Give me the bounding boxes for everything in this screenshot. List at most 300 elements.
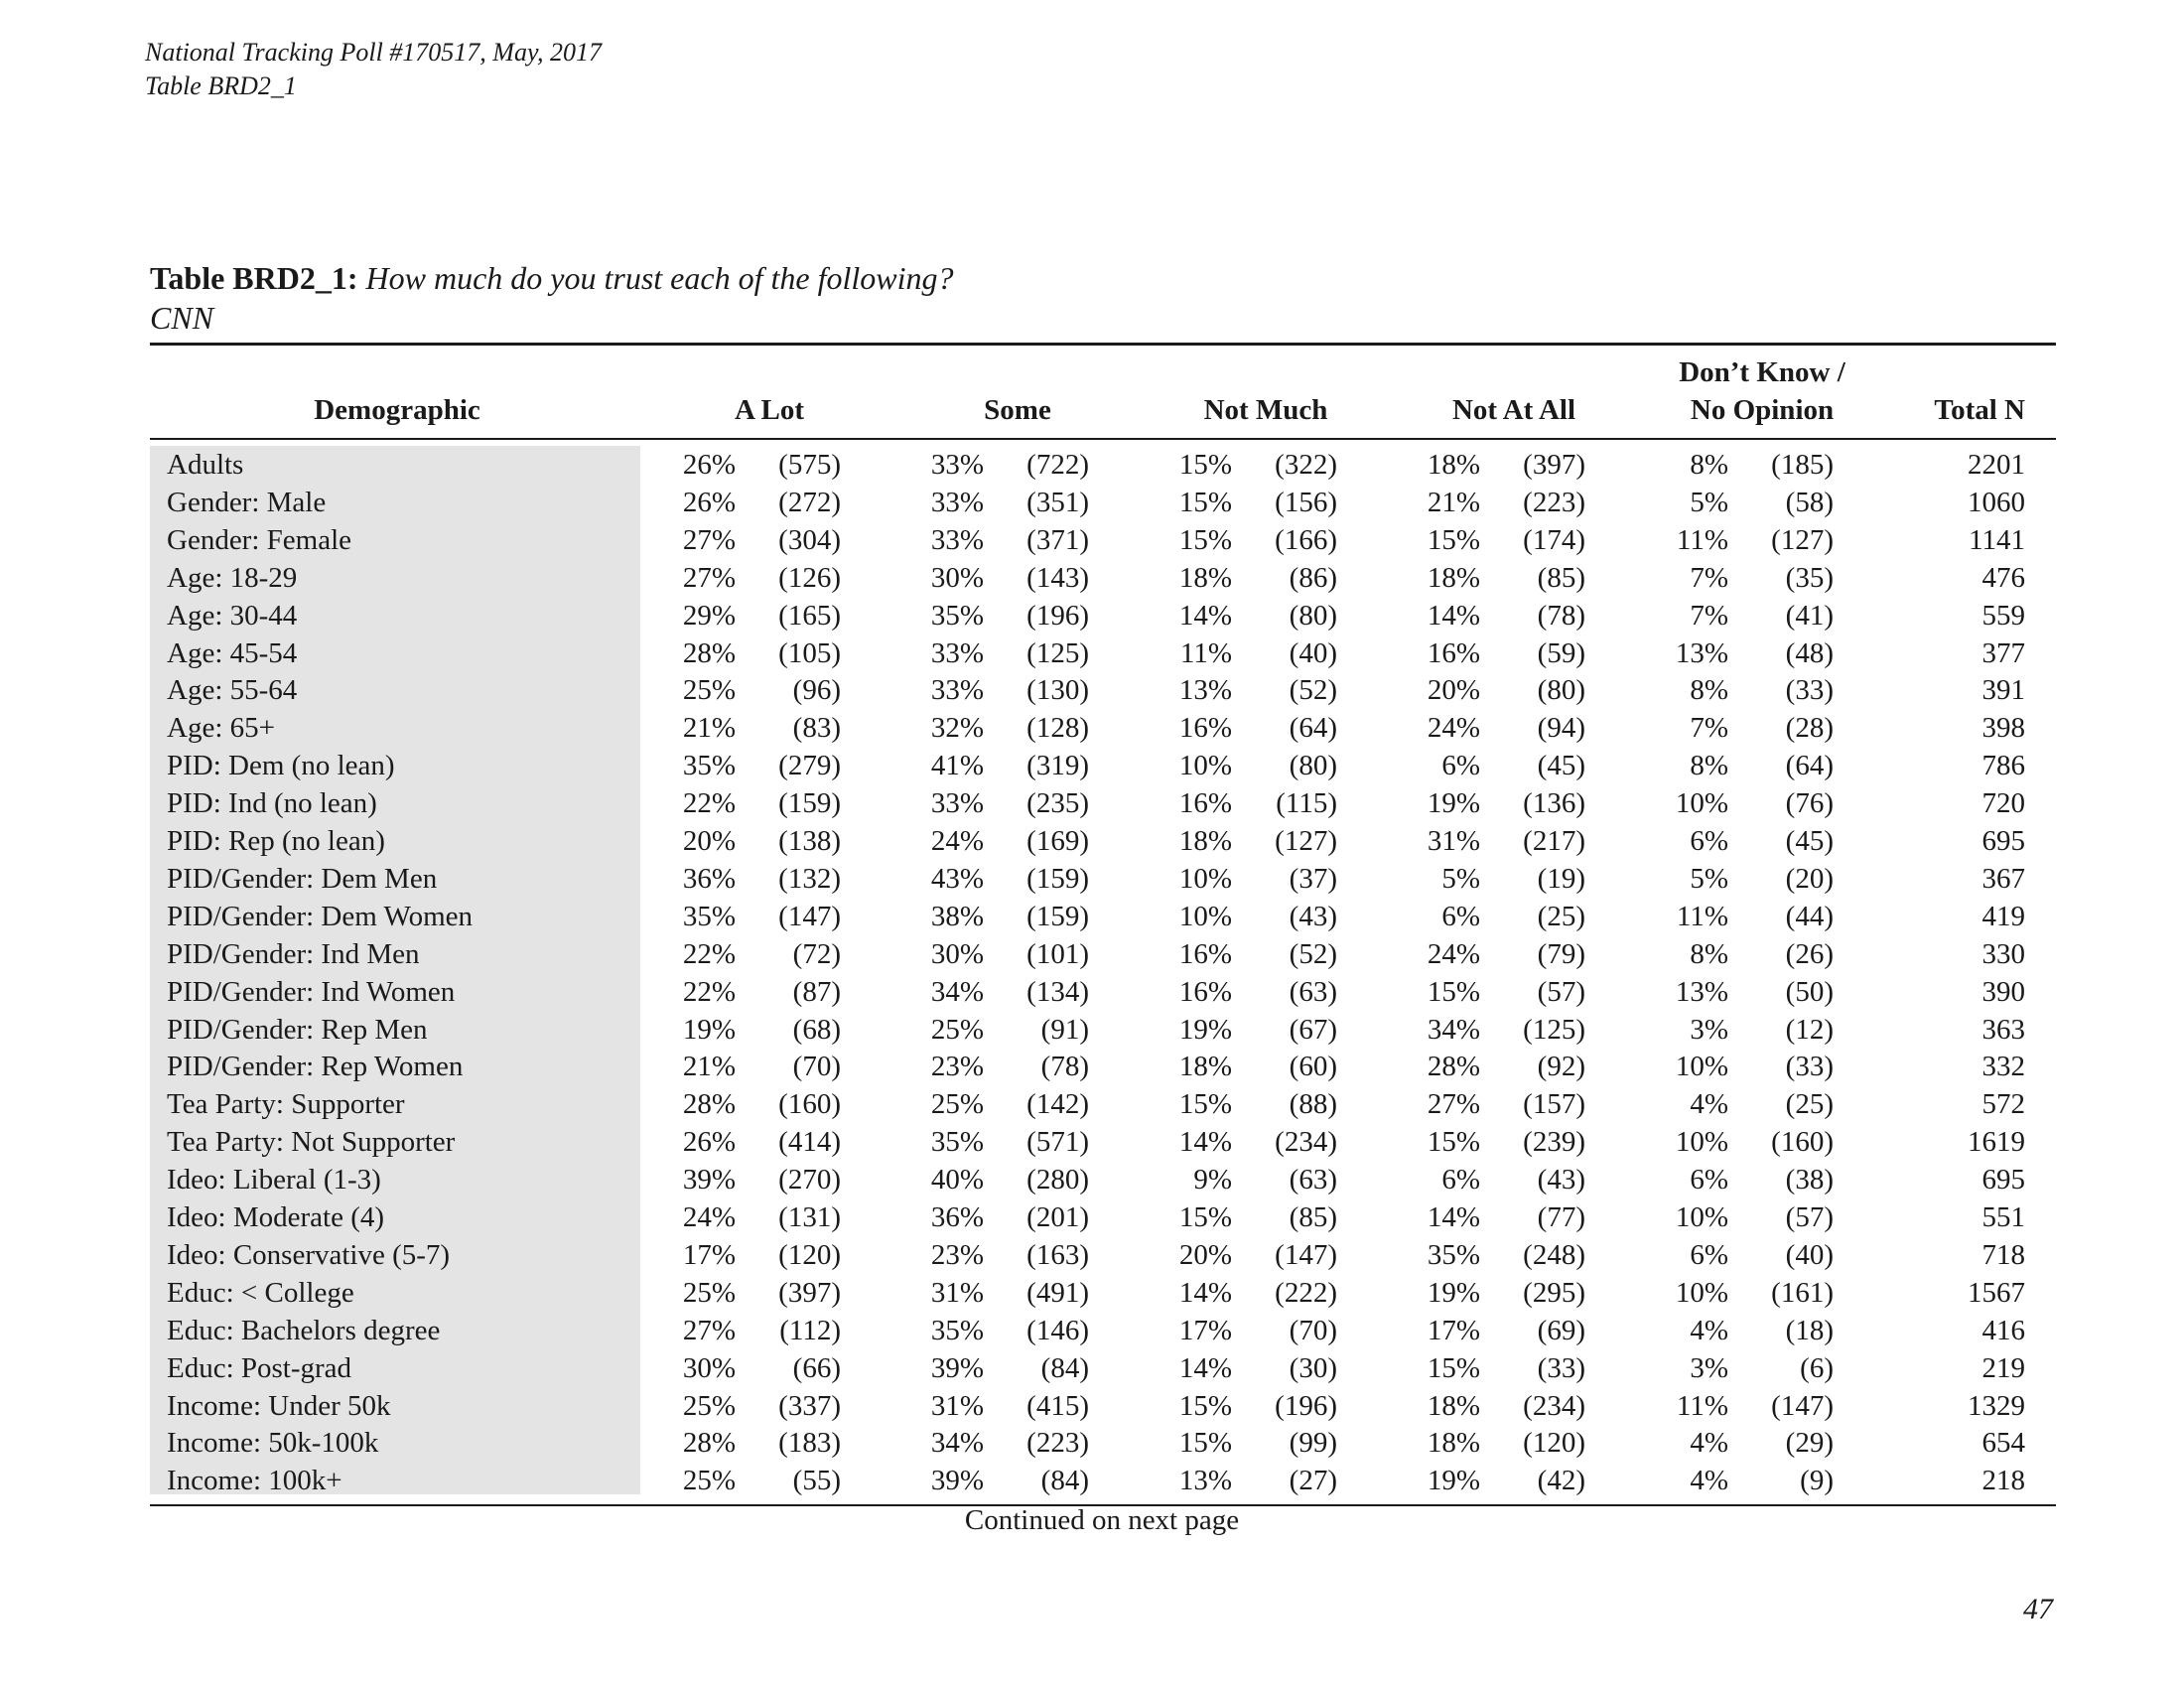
row-label: PID/Gender: Ind Women	[167, 975, 456, 1008]
cell-not-much-pct: 9%	[1193, 1164, 1232, 1196]
cell-not-much-n: (234)	[1275, 1126, 1337, 1159]
cell-dont-know-pct: 4%	[1690, 1314, 1728, 1346]
cell-a-lot-pct: 21%	[682, 712, 736, 745]
cell-not-much-pct: 20%	[1178, 1238, 1232, 1271]
cell-dont-know-n: (28)	[1785, 712, 1834, 745]
cell-not-at-all-pct: 19%	[1427, 787, 1480, 820]
row-label: Ideo: Conservative (5-7)	[167, 1238, 451, 1271]
cell-some-pct: 31%	[930, 1276, 984, 1309]
cell-a-lot-n: (279)	[778, 750, 841, 782]
cell-some-pct: 30%	[930, 937, 984, 970]
cell-not-much-n: (166)	[1275, 523, 1337, 556]
cell-some-pct: 31%	[930, 1389, 984, 1422]
table-row	[150, 1011, 2056, 1049]
cell-dont-know-n: (44)	[1785, 900, 1834, 932]
cell-not-much-n: (67)	[1289, 1013, 1337, 1046]
cell-not-much-pct: 17%	[1178, 1314, 1232, 1346]
cell-not-at-all-n: (80)	[1537, 674, 1585, 707]
cell-total-n: 218	[1981, 1465, 2025, 1497]
cell-not-at-all-n: (19)	[1537, 862, 1585, 895]
cell-not-much-n: (222)	[1275, 1276, 1337, 1309]
cell-total-n: 219	[1981, 1351, 2025, 1384]
cell-dont-know-pct: 11%	[1676, 523, 1728, 556]
cell-not-at-all-pct: 18%	[1427, 561, 1480, 594]
cell-dont-know-pct: 6%	[1690, 1164, 1728, 1196]
cell-dont-know-pct: 7%	[1690, 561, 1728, 594]
table-row	[150, 822, 2056, 860]
cell-a-lot-pct: 30%	[682, 1351, 736, 1384]
cell-not-much-pct: 14%	[1178, 1126, 1232, 1159]
cell-dont-know-pct: 11%	[1676, 900, 1728, 932]
cell-total-n: 654	[1981, 1427, 2025, 1460]
cell-not-much-pct: 10%	[1178, 750, 1232, 782]
cell-not-at-all-n: (42)	[1537, 1465, 1585, 1497]
cell-a-lot-n: (131)	[778, 1201, 841, 1233]
row-label: Ideo: Liberal (1-3)	[167, 1164, 381, 1196]
cell-not-much-pct: 15%	[1178, 449, 1232, 481]
cell-not-much-n: (27)	[1289, 1465, 1337, 1497]
row-label: PID: Rep (no lean)	[167, 825, 385, 857]
cell-dont-know-n: (38)	[1785, 1164, 1834, 1196]
cell-not-at-all-n: (45)	[1537, 750, 1585, 782]
cell-not-much-pct: 18%	[1178, 825, 1232, 857]
cell-some-n: (134)	[1026, 975, 1089, 1008]
cell-total-n: 720	[1981, 787, 2025, 820]
table-row	[150, 1462, 2056, 1499]
cell-not-much-pct: 15%	[1178, 1088, 1232, 1121]
cell-some-n: (235)	[1026, 787, 1089, 820]
cell-not-much-n: (86)	[1289, 561, 1337, 594]
cell-not-at-all-pct: 6%	[1441, 750, 1480, 782]
cell-not-much-n: (63)	[1289, 1164, 1337, 1196]
cell-not-at-all-n: (33)	[1537, 1351, 1585, 1384]
cell-a-lot-pct: 21%	[682, 1051, 736, 1083]
cell-not-at-all-pct: 15%	[1427, 975, 1480, 1008]
cell-dont-know-n: (6)	[1800, 1351, 1834, 1384]
cell-not-much-pct: 16%	[1178, 787, 1232, 820]
header-rule	[150, 438, 2056, 440]
cell-dont-know-pct: 6%	[1690, 1238, 1728, 1271]
table-row	[150, 1085, 2056, 1123]
cell-some-pct: 35%	[930, 599, 984, 632]
cell-not-at-all-n: (295)	[1523, 1276, 1585, 1309]
row-label: PID: Ind (no lean)	[167, 787, 377, 820]
cell-not-at-all-pct: 31%	[1427, 825, 1480, 857]
table-row	[150, 1161, 2056, 1198]
cell-not-at-all-n: (217)	[1523, 825, 1585, 857]
cell-dont-know-pct: 7%	[1690, 599, 1728, 632]
cell-some-pct: 34%	[930, 1427, 984, 1460]
col-header-dont-know	[1638, 353, 1886, 429]
cell-not-much-n: (156)	[1275, 486, 1337, 518]
cell-a-lot-pct: 22%	[682, 975, 736, 1008]
cell-a-lot-pct: 25%	[682, 1389, 736, 1422]
table-row	[150, 559, 2056, 597]
cell-some-n: (128)	[1026, 712, 1089, 745]
row-label: Gender: Male	[167, 486, 327, 518]
cell-some-n: (159)	[1026, 862, 1089, 895]
cell-a-lot-n: (55)	[792, 1465, 841, 1497]
row-label: Income: 100k+	[167, 1465, 342, 1497]
cell-total-n: 572	[1981, 1088, 2025, 1121]
cell-some-pct: 35%	[930, 1126, 984, 1159]
cell-dont-know-pct: 13%	[1675, 636, 1728, 669]
cell-not-at-all-n: (397)	[1523, 449, 1585, 481]
cell-a-lot-pct: 25%	[682, 1276, 736, 1309]
cell-dont-know-pct: 8%	[1690, 750, 1728, 782]
cell-not-at-all-n: (85)	[1537, 561, 1585, 594]
cell-some-n: (84)	[1040, 1465, 1089, 1497]
table-row	[150, 597, 2056, 634]
cell-a-lot-pct: 39%	[682, 1164, 736, 1196]
cell-dont-know-pct: 13%	[1675, 975, 1728, 1008]
cell-total-n: 476	[1981, 561, 2025, 594]
cell-not-at-all-pct: 20%	[1427, 674, 1480, 707]
cell-some-n: (371)	[1026, 523, 1089, 556]
cell-a-lot-pct: 20%	[682, 825, 736, 857]
cell-a-lot-pct: 25%	[682, 1465, 736, 1497]
cell-dont-know-pct: 4%	[1690, 1427, 1728, 1460]
cell-a-lot-n: (68)	[792, 1013, 841, 1046]
cell-a-lot-n: (575)	[778, 449, 841, 481]
cell-not-at-all-pct: 14%	[1427, 599, 1480, 632]
row-label: Age: 65+	[167, 712, 275, 745]
cell-a-lot-pct: 28%	[682, 636, 736, 669]
table-row	[150, 973, 2056, 1011]
table-row	[150, 1312, 2056, 1349]
continued-note: Continued on next page	[964, 1504, 1240, 1536]
cell-some-pct: 34%	[930, 975, 984, 1008]
cell-total-n: 367	[1981, 862, 2025, 895]
cell-dont-know-n: (29)	[1785, 1427, 1834, 1460]
cell-not-at-all-pct: 14%	[1427, 1201, 1480, 1233]
cell-not-at-all-pct: 19%	[1427, 1465, 1480, 1497]
cell-not-at-all-pct: 27%	[1427, 1088, 1480, 1121]
cell-total-n: 332	[1981, 1051, 2025, 1083]
cell-some-pct: 36%	[930, 1201, 984, 1233]
table-id: Table BRD2_1	[145, 71, 297, 100]
table-title-label: Table BRD2_1:	[150, 260, 358, 296]
row-label: Age: 45-54	[167, 636, 298, 669]
cell-not-much-pct: 16%	[1178, 975, 1232, 1008]
table-row	[150, 1387, 2056, 1425]
cell-a-lot-n: (83)	[792, 712, 841, 745]
row-label: PID/Gender: Ind Men	[167, 937, 420, 970]
cell-dont-know-n: (45)	[1785, 825, 1834, 857]
cell-some-n: (130)	[1026, 674, 1089, 707]
cell-total-n: 398	[1981, 712, 2025, 745]
table-row	[150, 747, 2056, 784]
cell-total-n: 1329	[1968, 1389, 2025, 1422]
cell-total-n: 363	[1981, 1013, 2025, 1046]
cell-some-n: (163)	[1026, 1238, 1089, 1271]
cell-total-n: 695	[1981, 825, 2025, 857]
row-label: Age: 55-64	[167, 674, 298, 707]
running-header	[145, 36, 602, 103]
cell-total-n: 786	[1981, 750, 2025, 782]
cell-some-pct: 33%	[930, 449, 984, 481]
cell-total-n: 419	[1981, 900, 2025, 932]
cell-a-lot-pct: 25%	[682, 674, 736, 707]
row-label: PID/Gender: Dem Men	[167, 862, 438, 895]
row-label: Age: 30-44	[167, 599, 298, 632]
cell-a-lot-pct: 28%	[682, 1427, 736, 1460]
row-label: Adults	[167, 449, 244, 481]
cell-not-at-all-n: (79)	[1537, 937, 1585, 970]
cell-dont-know-pct: 5%	[1690, 862, 1728, 895]
cell-a-lot-n: (132)	[778, 862, 841, 895]
cell-total-n: 1060	[1968, 486, 2025, 518]
cell-not-at-all-n: (59)	[1537, 636, 1585, 669]
cell-dont-know-n: (33)	[1785, 674, 1834, 707]
cell-total-n: 1141	[1969, 523, 2025, 556]
cell-total-n: 718	[1981, 1238, 2025, 1271]
cell-dont-know-pct: 6%	[1690, 825, 1728, 857]
cell-dont-know-n: (58)	[1785, 486, 1834, 518]
cell-not-much-pct: 16%	[1178, 937, 1232, 970]
table-row	[150, 1236, 2056, 1274]
cell-a-lot-pct: 22%	[682, 937, 736, 970]
cell-not-much-n: (115)	[1276, 787, 1337, 820]
cell-not-much-pct: 18%	[1178, 561, 1232, 594]
cell-dont-know-n: (40)	[1785, 1238, 1834, 1271]
cell-not-much-pct: 14%	[1178, 599, 1232, 632]
cell-some-n: (722)	[1026, 449, 1089, 481]
cell-not-much-n: (70)	[1289, 1314, 1337, 1346]
cell-not-much-n: (85)	[1289, 1201, 1337, 1233]
cell-some-n: (91)	[1040, 1013, 1089, 1046]
cell-not-at-all-n: (157)	[1523, 1088, 1585, 1121]
cell-some-n: (101)	[1026, 937, 1089, 970]
row-label: Tea Party: Supporter	[167, 1088, 405, 1121]
cell-a-lot-n: (112)	[779, 1314, 841, 1346]
cell-some-n: (169)	[1026, 825, 1089, 857]
cell-some-n: (159)	[1026, 900, 1089, 932]
cell-not-much-n: (99)	[1289, 1427, 1337, 1460]
table-question: How much do you trust each of the following?	[365, 260, 954, 296]
cell-a-lot-n: (337)	[778, 1389, 841, 1422]
table-row	[150, 1123, 2056, 1161]
row-label: Income: 50k-100k	[167, 1427, 379, 1460]
cell-not-at-all-n: (57)	[1537, 975, 1585, 1008]
cell-some-pct: 39%	[930, 1465, 984, 1497]
cell-dont-know-pct: 10%	[1675, 787, 1728, 820]
cell-some-n: (142)	[1026, 1088, 1089, 1121]
cell-a-lot-n: (147)	[778, 900, 841, 932]
cell-dont-know-pct: 8%	[1690, 937, 1728, 970]
cell-some-pct: 33%	[930, 636, 984, 669]
table-title	[150, 258, 953, 298]
cell-not-much-pct: 15%	[1178, 1427, 1232, 1460]
cell-not-at-all-pct: 15%	[1427, 523, 1480, 556]
table-row	[150, 1349, 2056, 1387]
top-rule	[150, 343, 2056, 346]
cell-not-much-pct: 18%	[1178, 1051, 1232, 1083]
cell-dont-know-n: (12)	[1785, 1013, 1834, 1046]
table-row	[150, 634, 2056, 672]
table-row	[150, 935, 2056, 973]
table-row	[150, 1424, 2056, 1462]
row-label: PID/Gender: Rep Women	[167, 1051, 464, 1083]
cell-a-lot-n: (120)	[778, 1238, 841, 1271]
cell-not-much-pct: 10%	[1178, 862, 1232, 895]
cell-not-at-all-pct: 35%	[1427, 1238, 1480, 1271]
cell-a-lot-pct: 26%	[682, 1126, 736, 1159]
cell-a-lot-n: (165)	[778, 599, 841, 632]
cell-not-much-pct: 14%	[1178, 1276, 1232, 1309]
cell-some-pct: 41%	[930, 750, 984, 782]
cell-dont-know-pct: 10%	[1675, 1201, 1728, 1233]
cell-some-pct: 40%	[930, 1164, 984, 1196]
row-label: PID/Gender: Rep Men	[167, 1013, 428, 1046]
cell-some-pct: 33%	[930, 674, 984, 707]
col-header-not-much: Not Much	[1203, 394, 1328, 426]
cell-some-pct: 30%	[930, 561, 984, 594]
cell-total-n: 391	[1981, 674, 2025, 707]
cell-a-lot-pct: 29%	[682, 599, 736, 632]
cell-some-pct: 33%	[930, 486, 984, 518]
cell-not-at-all-n: (136)	[1523, 787, 1585, 820]
cell-dont-know-n: (25)	[1785, 1088, 1834, 1121]
cell-not-much-pct: 19%	[1178, 1013, 1232, 1046]
cell-total-n: 695	[1981, 1164, 2025, 1196]
row-label: Educ: Post-grad	[167, 1351, 352, 1384]
cell-some-n: (84)	[1040, 1351, 1089, 1384]
cell-not-much-n: (80)	[1289, 750, 1337, 782]
cell-some-n: (143)	[1026, 561, 1089, 594]
cell-not-much-n: (80)	[1289, 599, 1337, 632]
cell-some-pct: 24%	[930, 825, 984, 857]
cell-not-much-pct: 15%	[1178, 1201, 1232, 1233]
cell-some-pct: 43%	[930, 862, 984, 895]
cell-some-pct: 25%	[930, 1013, 984, 1046]
row-label: Ideo: Moderate (4)	[167, 1201, 385, 1233]
cell-dont-know-pct: 4%	[1690, 1465, 1728, 1497]
col-header-dont-know-line2: No Opinion	[1690, 394, 1835, 426]
cell-not-much-n: (63)	[1289, 975, 1337, 1008]
cell-a-lot-n: (183)	[778, 1427, 841, 1460]
row-label: Age: 18-29	[167, 561, 298, 594]
cell-dont-know-pct: 8%	[1690, 674, 1728, 707]
cell-dont-know-pct: 10%	[1675, 1126, 1728, 1159]
cell-not-at-all-n: (77)	[1537, 1201, 1585, 1233]
row-label: Income: Under 50k	[167, 1389, 391, 1422]
cell-some-pct: 32%	[930, 712, 984, 745]
poll-name: National Tracking Poll #170517, May, 2017	[145, 38, 603, 67]
cell-not-at-all-n: (125)	[1523, 1013, 1585, 1046]
cell-not-at-all-pct: 17%	[1427, 1314, 1480, 1346]
cell-dont-know-pct: 4%	[1690, 1088, 1728, 1121]
cell-dont-know-n: (160)	[1771, 1126, 1834, 1159]
cell-dont-know-n: (185)	[1771, 449, 1834, 481]
cell-not-at-all-pct: 18%	[1427, 449, 1480, 481]
cell-dont-know-n: (76)	[1785, 787, 1834, 820]
cell-not-much-pct: 13%	[1178, 674, 1232, 707]
cell-a-lot-pct: 27%	[682, 523, 736, 556]
table-title-block	[150, 258, 953, 338]
cell-not-at-all-pct: 6%	[1441, 1164, 1480, 1196]
cell-some-pct: 23%	[930, 1051, 984, 1083]
cell-some-n: (491)	[1026, 1276, 1089, 1309]
cell-not-at-all-n: (92)	[1537, 1051, 1585, 1083]
row-label: Educ: Bachelors degree	[167, 1314, 441, 1346]
cell-not-much-n: (147)	[1275, 1238, 1337, 1271]
cell-some-n: (201)	[1026, 1201, 1089, 1233]
cell-a-lot-pct: 22%	[682, 787, 736, 820]
cell-not-much-n: (322)	[1275, 449, 1337, 481]
cell-a-lot-pct: 35%	[682, 900, 736, 932]
cell-some-pct: 38%	[930, 900, 984, 932]
cell-dont-know-n: (127)	[1771, 523, 1834, 556]
cell-some-pct: 33%	[930, 523, 984, 556]
cell-dont-know-pct: 3%	[1690, 1013, 1728, 1046]
cell-some-n: (78)	[1040, 1051, 1089, 1083]
cell-a-lot-n: (96)	[792, 674, 841, 707]
cell-not-much-n: (30)	[1289, 1351, 1337, 1384]
cell-a-lot-n: (105)	[778, 636, 841, 669]
cell-some-pct: 39%	[930, 1351, 984, 1384]
table-row	[150, 1274, 2056, 1312]
cell-not-much-n: (52)	[1289, 674, 1337, 707]
cell-not-much-pct: 13%	[1178, 1465, 1232, 1497]
cell-not-at-all-pct: 28%	[1427, 1051, 1480, 1083]
page-number: 47	[2023, 1593, 2053, 1625]
cell-some-n: (146)	[1026, 1314, 1089, 1346]
cell-not-at-all-pct: 19%	[1427, 1276, 1480, 1309]
cell-not-at-all-pct: 24%	[1427, 712, 1480, 745]
cell-dont-know-n: (48)	[1785, 636, 1834, 669]
cell-dont-know-pct: 7%	[1690, 712, 1728, 745]
cell-a-lot-n: (304)	[778, 523, 841, 556]
cell-not-much-pct: 15%	[1178, 486, 1232, 518]
cell-a-lot-n: (66)	[792, 1351, 841, 1384]
cell-dont-know-n: (26)	[1785, 937, 1834, 970]
col-header-demographic: Demographic	[314, 394, 480, 426]
cell-total-n: 416	[1981, 1314, 2025, 1346]
cell-a-lot-n: (270)	[778, 1164, 841, 1196]
cell-some-n: (223)	[1026, 1427, 1089, 1460]
table-row	[150, 860, 2056, 898]
cell-total-n: 377	[1981, 636, 2025, 669]
table-subtitle: CNN	[150, 300, 214, 336]
cell-not-much-n: (40)	[1289, 636, 1337, 669]
col-header-not-at-all: Not At All	[1451, 394, 1576, 426]
cell-dont-know-pct: 10%	[1675, 1276, 1728, 1309]
cell-not-much-n: (37)	[1289, 862, 1337, 895]
cell-dont-know-pct: 3%	[1690, 1351, 1728, 1384]
cell-not-at-all-pct: 34%	[1427, 1013, 1480, 1046]
cell-dont-know-n: (9)	[1800, 1465, 1834, 1497]
cell-a-lot-n: (272)	[778, 486, 841, 518]
cell-not-much-n: (43)	[1289, 900, 1337, 932]
cell-a-lot-pct: 24%	[682, 1201, 736, 1233]
table-row	[150, 709, 2056, 747]
cell-some-n: (415)	[1026, 1389, 1089, 1422]
col-header-dont-know-line1: Don’t Know /	[1679, 356, 1845, 388]
cell-not-at-all-pct: 5%	[1441, 862, 1480, 895]
cell-some-pct: 35%	[930, 1314, 984, 1346]
cell-a-lot-pct: 27%	[682, 561, 736, 594]
cell-total-n: 2201	[1968, 449, 2025, 481]
cell-dont-know-n: (64)	[1785, 750, 1834, 782]
cell-some-pct: 33%	[930, 787, 984, 820]
cell-not-much-n: (60)	[1289, 1051, 1337, 1083]
table-row	[150, 484, 2056, 521]
cell-not-at-all-n: (94)	[1537, 712, 1585, 745]
cell-a-lot-pct: 28%	[682, 1088, 736, 1121]
cell-total-n: 551	[1981, 1201, 2025, 1233]
cell-a-lot-pct: 17%	[682, 1238, 736, 1271]
